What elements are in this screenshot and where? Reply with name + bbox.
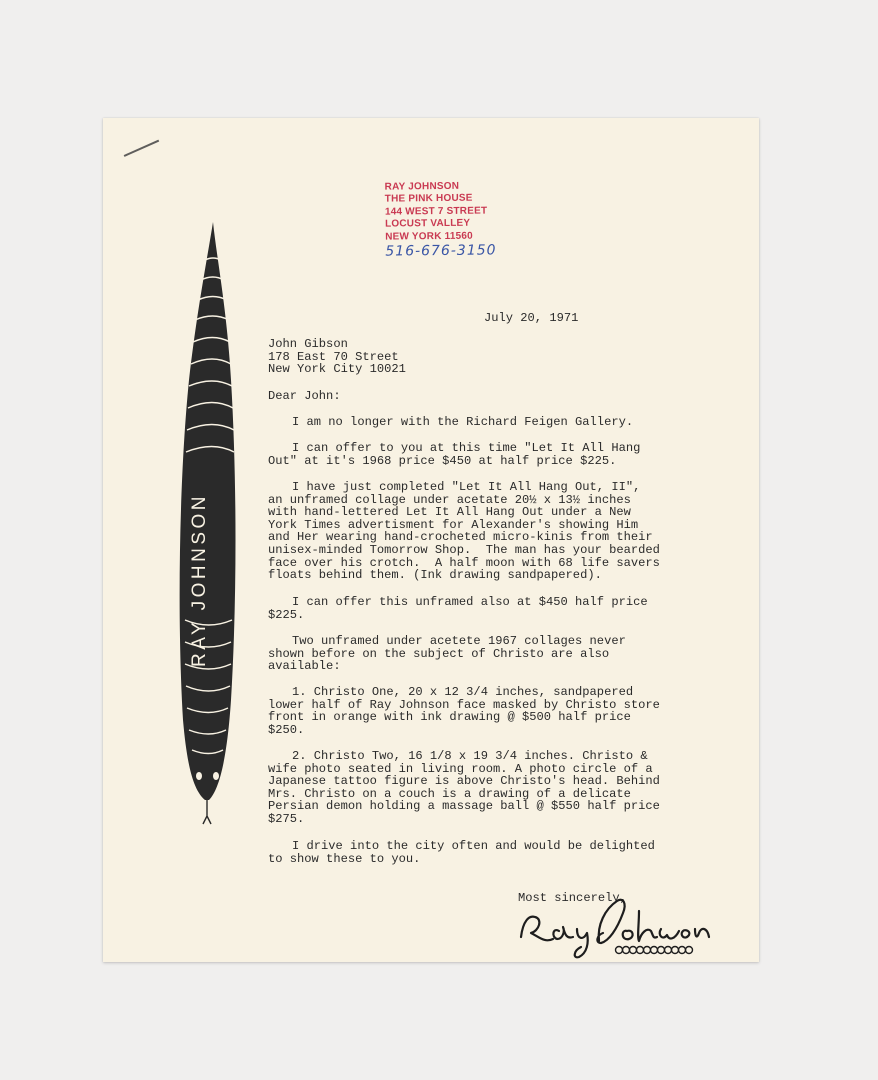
paragraph-line: wife photo seated in living room. A photo circle of a xyxy=(268,761,653,776)
paragraph-line: an unframed collage under acetate 20½ x 13½ inches xyxy=(268,492,631,507)
paragraph-unframed-offer xyxy=(268,596,648,621)
paragraph-line: $275. xyxy=(268,811,305,826)
letterhead-stamp xyxy=(385,180,497,258)
paragraph-line: $250. xyxy=(268,722,305,737)
paragraph-line: with hand-lettered Let It All Hang Out under a New xyxy=(268,505,631,520)
stamp-line: 144 WEST 7 STREET xyxy=(384,205,488,218)
paragraph-line: York Times advertisment for Alexander's showing Him xyxy=(268,517,639,532)
salutation: Dear John: xyxy=(268,389,341,403)
paragraph-line: available: xyxy=(268,659,341,674)
paragraph-line: to show these to you. xyxy=(268,851,421,866)
paragraph-christo-one xyxy=(268,686,660,736)
paragraph-gallery xyxy=(268,416,633,429)
letter-sheet xyxy=(103,118,759,962)
paragraph-offer xyxy=(268,442,640,467)
paragraph-line: floats behind them. (Ink drawing sandpapered). xyxy=(268,568,602,583)
stamp-line: THE PINK HOUSE xyxy=(384,193,473,205)
paragraph-line: lower half of Ray Johnson face masked by Christo store xyxy=(268,697,660,712)
closing: Most sincerely, xyxy=(518,891,627,905)
paragraph-line: I am no longer with the Richard Feigen Gallery. xyxy=(292,415,634,429)
paragraph-line: 1. Christo One, 20 x 12 3/4 inches, sandpapered xyxy=(292,685,634,699)
paragraph-collage xyxy=(268,481,660,582)
paragraph-line: I can offer this unframed also at $450 half price xyxy=(292,595,648,609)
paragraph-line: Out" at it's 1968 price $450 at half price $225. xyxy=(268,453,617,468)
paragraph-line: Japanese tattoo figure is above Christo's head. Behind xyxy=(268,774,660,789)
paragraph-line: 2. Christo Two, 16 1/8 x 19 3/4 inches. Christo & xyxy=(292,749,648,763)
paragraph-line: shown before on the subject of Christo are also xyxy=(268,646,610,661)
pencil-mark xyxy=(124,140,159,157)
paragraph-line: Mrs. Christo on a couch is a drawing of a delicate xyxy=(268,786,631,801)
snake-drawing xyxy=(171,220,243,832)
stamp-line: NEW YORK 11560 xyxy=(385,230,473,243)
signature xyxy=(513,881,723,961)
stamp-line: RAY JOHNSON xyxy=(384,180,460,193)
paragraph-line: Two unframed under acetete 1967 collages never xyxy=(292,634,626,648)
paragraph-christo-intro xyxy=(268,635,626,673)
paragraph-line: and Her wearing hand-crocheted micro-kinis from their xyxy=(268,530,653,545)
letter-date: July 20, 1971 xyxy=(484,311,579,325)
paragraph-christo-two xyxy=(268,750,660,826)
snake-tongue xyxy=(203,800,211,824)
paragraph-line: $225. xyxy=(268,607,305,622)
paragraph-line: front in orange with ink drawing @ $500 half price xyxy=(268,710,631,725)
phone-number: 516-676-3150 xyxy=(385,242,497,260)
paragraph-line: face over his crotch. A half moon with 68 life savers xyxy=(268,555,660,570)
paragraph-line: I have just completed "Let It All Hang Out, II", xyxy=(292,480,641,494)
snake-label: RAY JOHNSON xyxy=(189,493,210,667)
paragraph-line: Persian demon holding a massage ball @ $550 half price xyxy=(268,799,660,814)
paragraph-line: I drive into the city often and would be delighted xyxy=(292,839,655,853)
signature-loops xyxy=(616,947,693,954)
addressee-line: 178 East 70 Street xyxy=(268,349,399,364)
addressee-block xyxy=(268,338,406,376)
addressee-line: John Gibson xyxy=(268,337,348,351)
paragraph-closing-note xyxy=(268,840,655,865)
stamp-line: LOCUST VALLEY xyxy=(384,217,471,230)
paragraph-line: unisex-minded Tomorrow Shop. The man has your bearded xyxy=(268,542,660,557)
paragraph-line: I can offer to you at this time "Let It All Hang xyxy=(292,441,641,455)
addressee-line: New York City 10021 xyxy=(268,362,406,377)
